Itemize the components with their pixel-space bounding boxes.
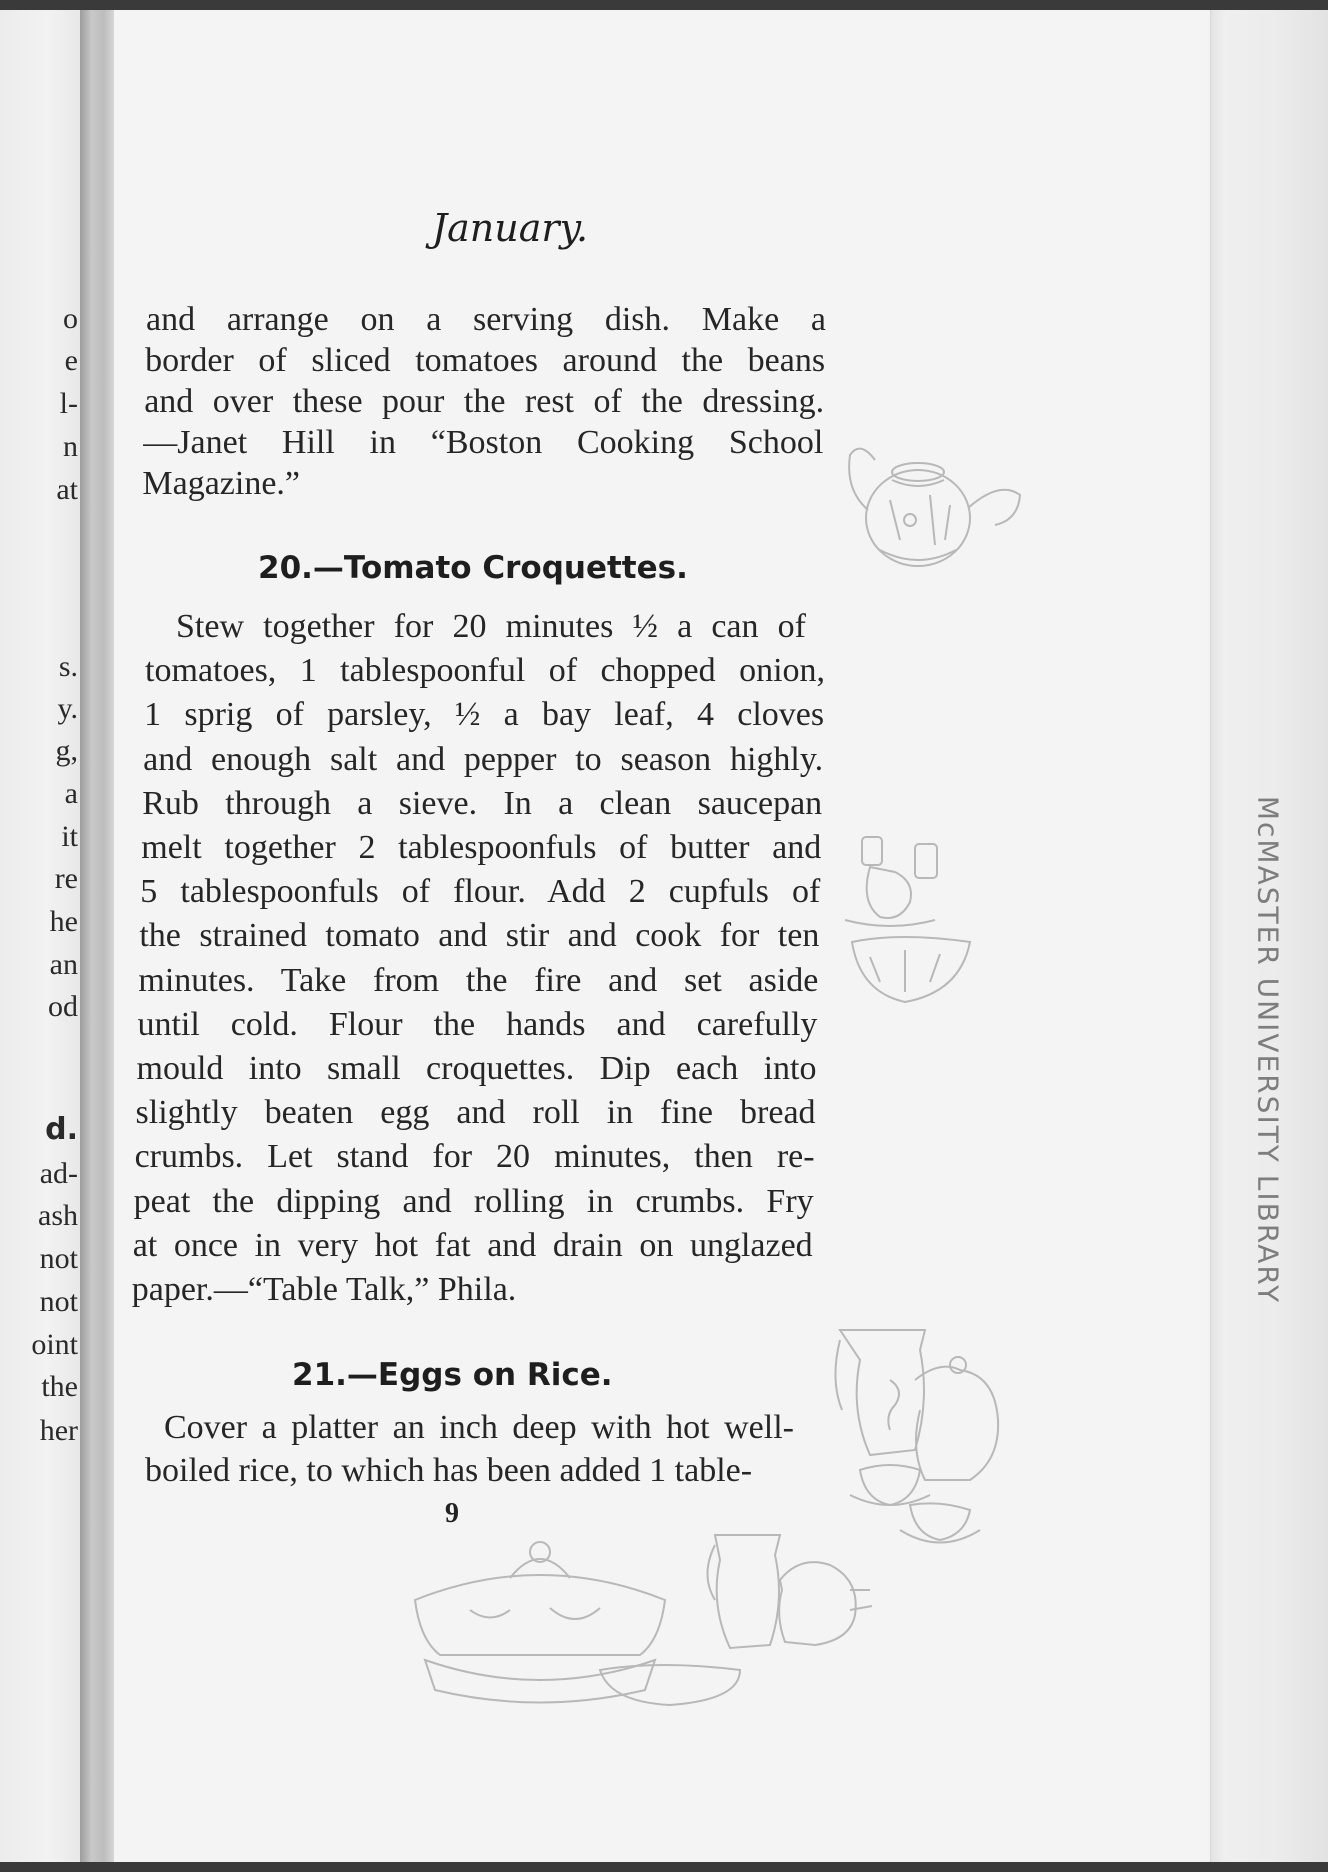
recipe-20-heading: 20.—Tomato Croquettes. <box>258 550 688 586</box>
text-line: until cold. Flour the hands and carefully <box>137 1005 818 1043</box>
left-page-fragment: n <box>63 430 78 463</box>
left-page-fragment: y. <box>57 692 78 725</box>
left-page-fragment: l- <box>59 387 78 420</box>
tureen-and-dishes-sketch <box>410 1530 890 1720</box>
text-line: and over these pour the rest of the dressing. <box>144 383 825 420</box>
text-line: boiled rice, to which has been added 1 table- <box>145 1452 753 1489</box>
left-page-fragment: ad- <box>39 1157 78 1190</box>
left-page-fragment: not <box>39 1242 78 1275</box>
text-line: 1 sprig of parsley, ½ a bay leaf, 4 cloves <box>144 696 825 734</box>
text-line: peat the dipping and rolling in crumbs. Fry <box>133 1182 814 1220</box>
running-head: January. <box>431 206 589 250</box>
left-page-fragment: her <box>39 1414 78 1447</box>
text-line: paper.—“Table Talk,” Phila. <box>131 1271 517 1308</box>
text-line: and arrange on a serving dish. Make a <box>146 301 826 338</box>
left-page-fragment: at <box>56 473 78 506</box>
book-gutter <box>80 10 114 1862</box>
left-page-fragment: the <box>41 1370 78 1403</box>
text-line: —Janet Hill in “Boston Cooking School <box>143 424 824 461</box>
text-line: mould into small croquettes. Dip each into <box>136 1050 817 1087</box>
library-stamp: McMASTER UNIVERSITY LIBRARY <box>1251 795 1285 1305</box>
left-page-fragment: s. <box>58 650 78 683</box>
text-line: 5 tablespoonfuls of flour. Add 2 cupfuls of <box>140 873 821 911</box>
text-line: at once in very hot fat and drain on unglazed <box>132 1226 813 1264</box>
recipe-21-heading: 21.—Eggs on Rice. <box>292 1357 613 1393</box>
left-page-fragment: a <box>64 777 78 810</box>
left-page-fragment: ash <box>38 1199 78 1232</box>
text-line: the strained tomato and stir and cook for ten <box>139 917 820 955</box>
text-line: border of sliced tomatoes around the beans <box>145 342 826 379</box>
left-page-fragment: od <box>48 990 78 1023</box>
left-page-fragment: it <box>61 820 78 853</box>
page-number: 9 <box>445 1498 459 1529</box>
left-page-fragment: he <box>49 905 78 938</box>
left-page-fragment: e <box>64 344 78 377</box>
coffee-service-sketch <box>830 1320 1010 1550</box>
left-page-fragment: g, <box>55 734 78 767</box>
text-line: Rub through a sieve. In a clean saucepan <box>142 784 823 822</box>
text-line: minutes. Take from the fire and set aside <box>138 961 819 999</box>
left-page-fragment: o <box>63 302 78 335</box>
text-line: melt together 2 tablespoonfuls of butter and <box>141 829 822 866</box>
left-page-fragment: not <box>39 1285 78 1318</box>
teapot-sketch <box>840 420 1040 590</box>
text-line: crumbs. Let stand for 20 minutes, then re- <box>134 1138 815 1176</box>
scanned-spread <box>0 10 1328 1862</box>
left-page-fragment: d. <box>45 1112 78 1147</box>
text-line: Stew together for 20 minutes ½ a can of <box>176 608 806 645</box>
text-line: tomatoes, 1 tablespoonful of chopped onion, <box>145 652 826 690</box>
left-page-fragment: an <box>49 948 78 981</box>
text-line: Magazine.” <box>142 465 301 502</box>
cruet-set-sketch <box>840 832 990 1012</box>
text-line: slightly beaten egg and roll in fine bread <box>135 1094 816 1132</box>
left-page-fragment: oint <box>31 1328 78 1361</box>
left-page-fragment: re <box>54 862 78 895</box>
left-facing-page <box>0 10 80 1862</box>
text-line: Cover a platter an inch deep with hot well- <box>164 1409 794 1446</box>
text-line: and enough salt and pepper to season highly. <box>143 740 824 778</box>
